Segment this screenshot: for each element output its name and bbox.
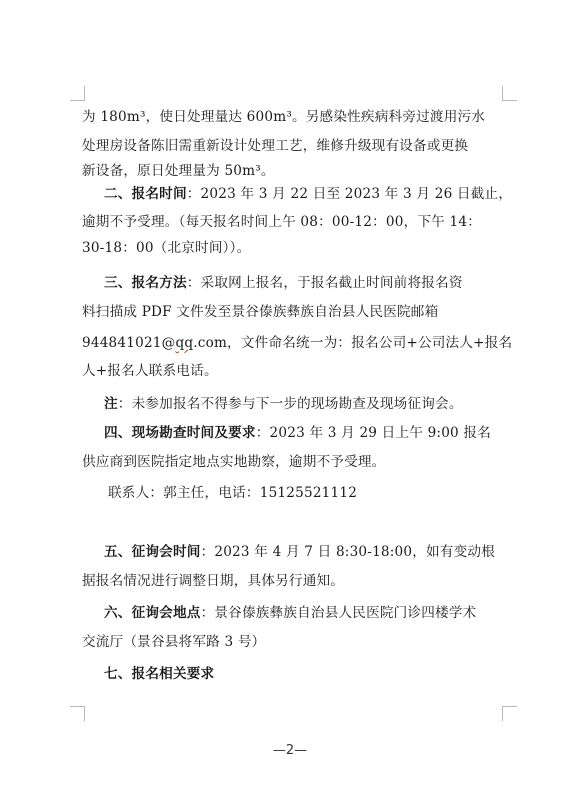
section-text: ：景谷傣族彝族自治县人民医院门诊四楼学术 — [200, 605, 477, 621]
note-line — [104, 394, 502, 414]
page-corner-mark — [502, 86, 517, 101]
paragraph-line: 人+报名人联系电话。 — [82, 363, 218, 379]
section-3-line — [104, 273, 502, 293]
page-corner-mark — [70, 86, 85, 101]
email-prefix: 944841021@ — [82, 335, 176, 351]
contact-line: 联系人：郭主任，电话：15125521112 — [108, 485, 358, 501]
paragraph-line: 处理房设备陈旧需重新设计处理工艺，维修升级现有设备或更换 — [82, 138, 469, 154]
section-7-line — [104, 664, 502, 684]
paragraph-line: 30-18：00（北京时间））。 — [82, 240, 251, 256]
page-corner-mark — [70, 706, 85, 721]
section-4-line — [104, 423, 502, 443]
paragraph-line: 据报名情况进行调整日期，具体另行通知。 — [82, 573, 345, 589]
section-heading: 二、报名时间 — [104, 186, 187, 202]
page-number: —2— — [272, 743, 308, 758]
section-text: ：2023 年 3 月 29 日上午 9:00 报名 — [255, 425, 491, 441]
section-heading: 六、征询会地点 — [104, 605, 201, 621]
section-heading: 三、报名方法 — [104, 275, 187, 291]
paragraph-line: 为 180m³，使日处理量达 600m³。另感染性疾病科旁过渡用污水 — [82, 109, 486, 125]
section-heading: 五、征询会时间 — [104, 544, 201, 560]
paragraph-line: 供应商到医院指定地点实地勘察，逾期不予受理。 — [82, 454, 386, 470]
section-text: ：2023 年 3 月 22 日至 2023 年 3 月 26 日截止， — [186, 186, 513, 202]
section-6-line — [104, 603, 502, 623]
section-text: ：2023 年 4 月 7 日 8:30-18:00，如有变动根 — [200, 544, 496, 560]
paragraph-line: 料扫描成 PDF 文件发至景谷傣族彝族自治县人民医院邮箱 — [82, 304, 439, 320]
note-text: ：未参加报名不得参与下一步的现场勘查及现场征询会。 — [117, 396, 463, 412]
section-text: ：采取网上报名，于报名截止时间前将报名资 — [186, 275, 463, 291]
email-domain-misspelled: qq — [175, 335, 194, 351]
paragraph-line: 逾期不予受理。（每天报名时间上午 08：00-12：00，下午 14： — [82, 214, 481, 230]
paragraph-line: 新设备，原日处理量为 50m³。 — [82, 163, 275, 179]
note-label: 注 — [104, 396, 118, 412]
section-heading: 七、报名相关要求 — [104, 666, 215, 682]
section-heading: 四、现场勘查时间及要求 — [104, 425, 256, 441]
section-5-line — [104, 542, 502, 562]
section-2-line — [104, 184, 513, 204]
paragraph-line: 交流厅（景谷县将军路 3 号） — [82, 634, 266, 650]
email-line — [82, 333, 513, 353]
email-suffix: .com，文件命名统一为：报名公司+公司法人+报名 — [193, 335, 513, 351]
page-corner-mark — [502, 706, 517, 721]
